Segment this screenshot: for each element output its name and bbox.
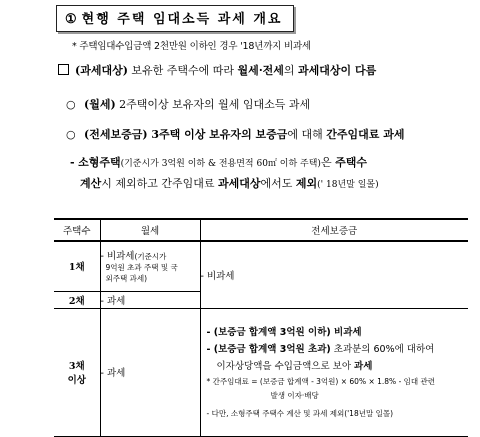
text-calc: 계산: [80, 177, 102, 190]
cell-count-3: [54, 308, 100, 436]
cell-jeonse-1-2: - 비과세: [200, 241, 468, 308]
text-jeonse: 전세: [262, 64, 284, 77]
circle-bullet-icon: ○: [66, 98, 76, 111]
circle-bullet-icon: ○: [66, 128, 76, 141]
table-row: [54, 308, 468, 436]
cell-monthly-1: [100, 241, 200, 291]
text-dot: ·: [258, 64, 263, 77]
text-over-300m: - (보증금 합계액 3억원 초과): [206, 343, 331, 355]
text-cond: 외주택 과세): [105, 274, 148, 284]
monthly-rent-line: [66, 96, 310, 112]
header-jeonse-deposit: 전세보증금: [200, 219, 468, 241]
text-excluded: 제외: [295, 177, 318, 190]
label-tax-target: (과세대상): [75, 64, 128, 77]
text-count: 3채: [68, 361, 85, 372]
text-span: 보유한 주택수에 따라: [127, 64, 238, 77]
text-formula: 발생 이자·배당: [270, 390, 319, 400]
text-span: 의: [283, 64, 299, 77]
header-monthly-rent: 월세: [100, 219, 200, 241]
tax-table: [54, 218, 468, 437]
section-title-box: [56, 5, 294, 32]
deposit-line: [66, 126, 405, 142]
text-differs: 과세대상이 다름: [298, 64, 377, 77]
label-monthly: (월세): [84, 98, 116, 111]
text-span: 은: [320, 156, 336, 169]
text-span: 시 제외하고 간주임대료: [101, 177, 219, 190]
text-taxed: 과세: [354, 360, 373, 372]
footnote: * 주택임대수입금액 2천만원 이하인 경우 '18년까지 비과세: [72, 41, 311, 52]
dash-bullet: -: [70, 156, 75, 169]
cell-count-1: 1채: [54, 241, 100, 291]
section-number: ①: [65, 12, 77, 27]
cell-count-2: 2채: [54, 291, 100, 308]
cell-monthly-3: - 과세: [100, 308, 200, 436]
text-interest: 이자상당액을 수입금액으로 보아: [216, 360, 355, 372]
text-deemed-rent: 간주임대료 과세: [326, 128, 405, 141]
text-span: 에 대해: [287, 128, 327, 141]
text-span: 2주택이상 보유자의 월세 임대소득 과세: [115, 98, 311, 111]
text-nontax: - 비과세: [100, 251, 135, 263]
text-under-300m: - (보증금 합계액 3억원 이하) 비과세: [206, 326, 362, 338]
text-excess: 초과분의 60%에 대하여: [330, 343, 435, 355]
header-house-count: 주택수: [54, 219, 100, 241]
text-small-house-def: (기준시가 3억원 이하 & 전용면적 60㎡ 이하 주택): [120, 159, 321, 169]
cell-monthly-2: - 과세: [100, 291, 200, 308]
tax-target-line: [58, 62, 376, 78]
label-deposit: (전세보증금) 3주택 이상 보유자의 보증금: [84, 128, 288, 141]
checkbox-square-icon: [58, 64, 69, 75]
text-monthly: 월세: [237, 64, 259, 77]
text-exception: - 다만, 소형주택 주택수 계산 및 과세 제외('18년말 일몰): [206, 408, 394, 418]
section-title: 현행 주택 임대소득 과세 개요: [81, 12, 283, 27]
label-small-house: 소형주택: [78, 156, 121, 169]
table-header-row: [54, 219, 468, 241]
cell-jeonse-3: [200, 308, 468, 436]
small-house-line: [70, 153, 379, 195]
text-tax-target: 과세대상: [218, 177, 261, 190]
text-sunset: (' 18년말 일몰): [317, 180, 379, 190]
text-house-count: 주택수: [335, 156, 367, 169]
text-count: 이상: [67, 375, 86, 386]
table-row: [54, 241, 468, 291]
text-formula: * 간주임대료 = (보증금 합계액 - 3억원) × 60% × 1.8% - 임대 관련: [206, 376, 436, 386]
text-cond: 9억원 초과 주택 및 국: [105, 263, 178, 273]
text-paren: (기준시가: [134, 252, 167, 262]
text-span: 에서도: [260, 177, 296, 190]
